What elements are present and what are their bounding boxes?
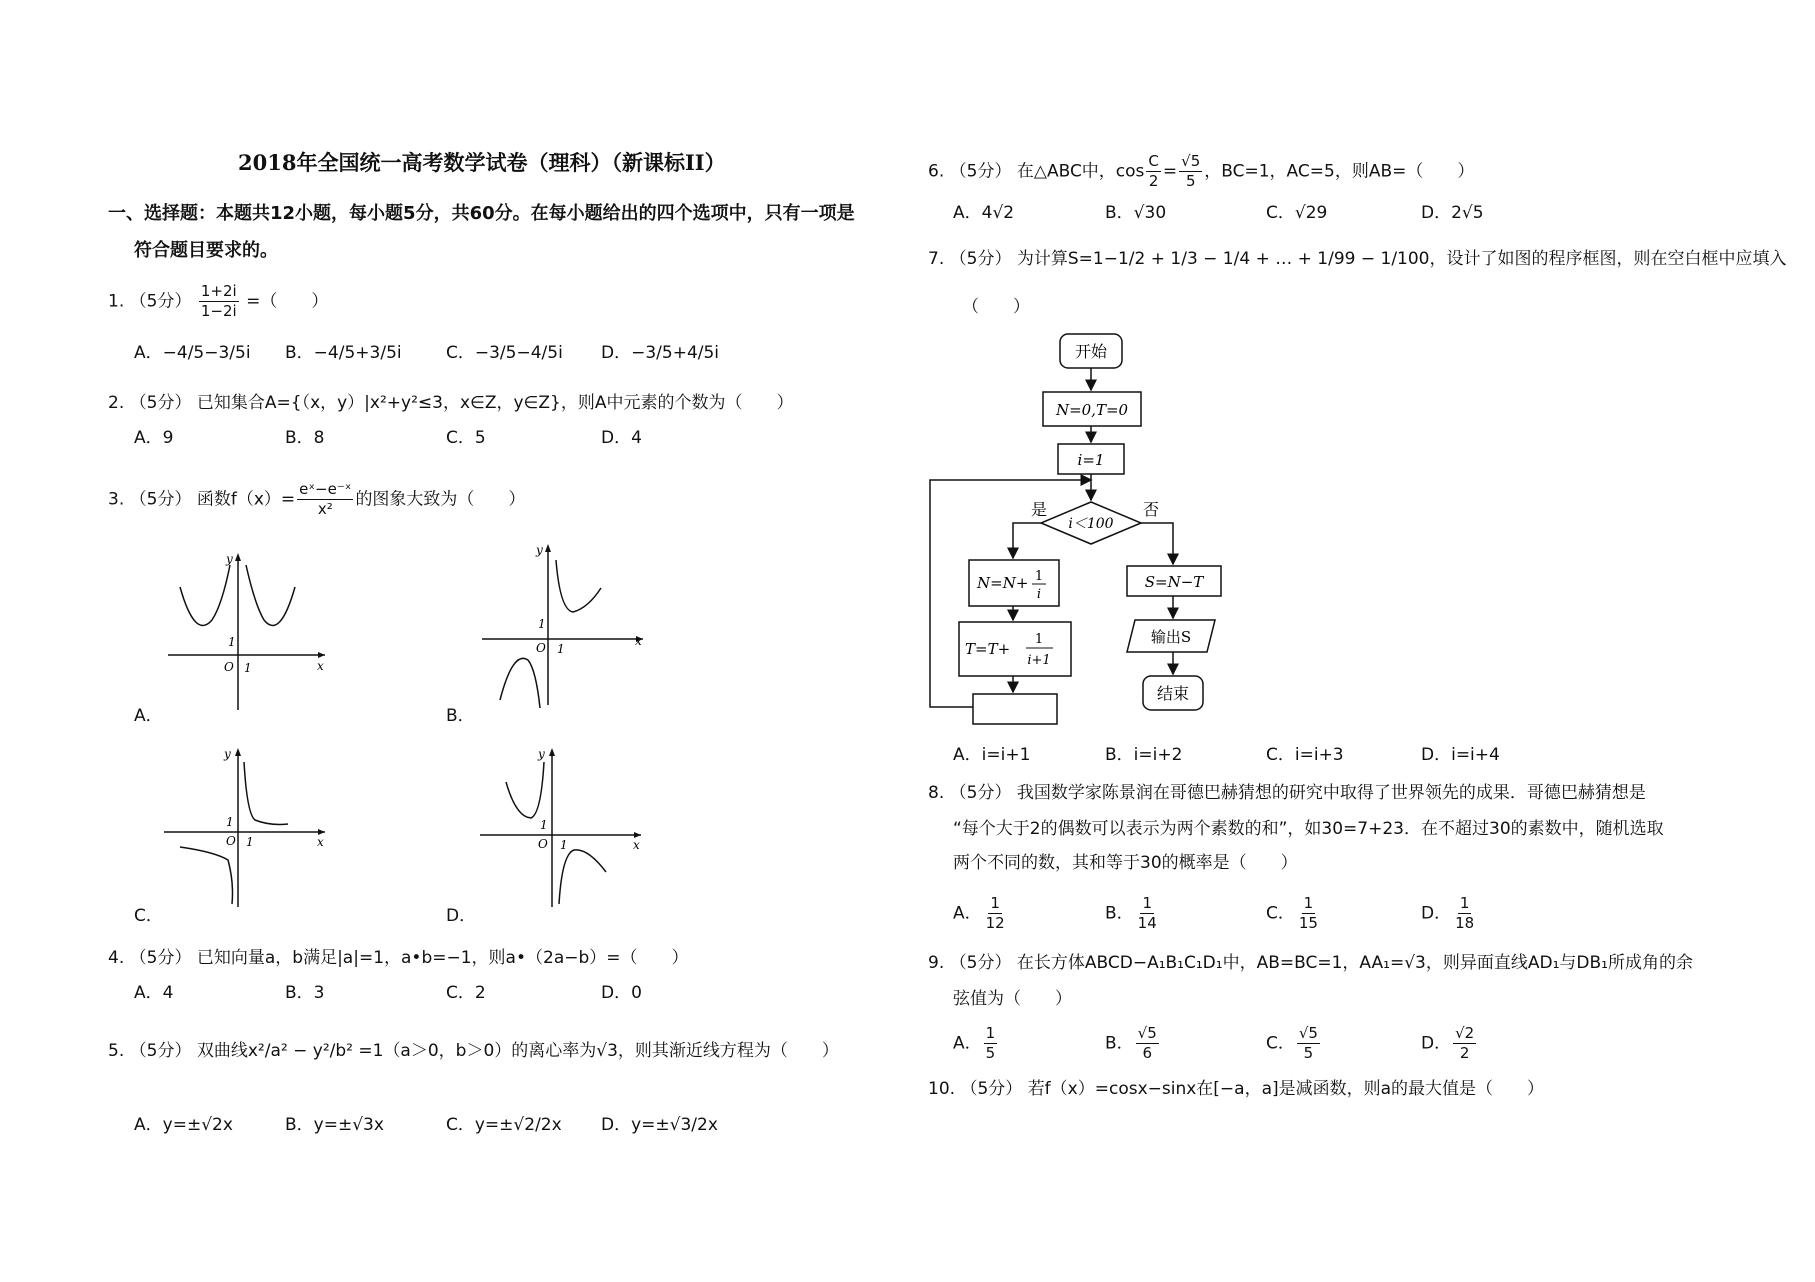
origin-label: O	[226, 834, 236, 848]
flow-stepN-num: 1	[1034, 569, 1044, 584]
question-score: （5分）	[129, 291, 192, 312]
flow-end-label: 结束	[1156, 684, 1190, 703]
question-tail: =（ ）	[246, 291, 329, 312]
tick-label: 1	[226, 815, 234, 829]
flow-output-label: 输出S	[1150, 628, 1192, 646]
option-a[interactable]: A．y=±√2x	[134, 1115, 233, 1135]
axis-label-y: y	[224, 747, 231, 761]
flow-stepT-den: i+1	[1027, 653, 1051, 668]
option-d[interactable]: D．i=i+4	[1421, 745, 1500, 765]
question-text: （a＞0，b＞0）的离心率为√3，则其渐近线方程为（ ）	[383, 1041, 839, 1061]
option-d[interactable]: D．2√5	[1421, 203, 1484, 223]
graph-a	[160, 545, 330, 715]
flow-stepN-den: i	[1036, 587, 1042, 602]
option-c[interactable]: C．−3/5−4/5i	[446, 343, 563, 363]
question-text: 为计算S=1−	[1016, 249, 1118, 269]
question-text: 的图象大致为（ ）	[355, 489, 526, 510]
option-b[interactable]: B．−4/5+3/5i	[285, 343, 402, 363]
axis-label-x: x	[317, 835, 324, 849]
question-4	[108, 947, 689, 969]
option-d[interactable]: D．0	[601, 983, 642, 1003]
question-score: （5分）	[949, 783, 1012, 803]
question-number: 7.	[928, 249, 945, 269]
option-a[interactable]: A．−4/5−3/5i	[134, 343, 251, 363]
question-score: （5分）	[949, 249, 1012, 269]
question-text: 若f（x）=cosx−sinx在[−a，a]是减函数，则a的最大值是（ ）	[1027, 1079, 1545, 1099]
question-number: 4.	[108, 948, 125, 968]
axis-label-x: x	[317, 659, 324, 673]
question-score: （5分）	[949, 161, 1012, 182]
flow-blank-box	[973, 694, 1057, 724]
tick-label: 1	[557, 642, 565, 656]
tick-label: 1	[244, 661, 252, 675]
tick-label: 1	[228, 635, 236, 649]
question-8-line3: 两个不同的数，其和等于30的概率是（ ）	[953, 853, 1298, 873]
question-5	[108, 1040, 839, 1062]
flow-calc-label: S=N−T	[1144, 573, 1204, 591]
flow-condition-label: i＜100	[1068, 516, 1114, 532]
option-b[interactable]: B．	[446, 706, 475, 726]
option-d[interactable]: D．−3/5+4/5i	[601, 343, 720, 363]
flow-yes-label: 是	[1031, 500, 1048, 519]
axis-label-y: y	[226, 552, 233, 566]
option-c[interactable]: C．2	[446, 983, 486, 1003]
option-b[interactable]: B．√30	[1105, 203, 1167, 223]
option-b[interactable]: B． $\frac{1}{14}$	[1105, 894, 1157, 932]
option-b[interactable]: B． $\frac{√5}{6}$	[1105, 1024, 1157, 1062]
option-math: −3/5−4/5i	[474, 343, 563, 363]
option-c[interactable]: C．	[134, 906, 163, 926]
origin-label: O	[224, 660, 234, 674]
option-b[interactable]: B．i=i+2	[1105, 745, 1183, 765]
option-c[interactable]: C． $\frac{√5}{5}$	[1266, 1024, 1318, 1062]
option-d[interactable]: D．4	[601, 428, 642, 448]
option-math: −3/5+4/5i	[631, 343, 720, 363]
option-b[interactable]: B．y=±√3x	[285, 1115, 384, 1135]
question-text: ，设计了如图的程序框图，则在空白框中应填入	[1429, 249, 1787, 269]
section-heading: 一、选择题：本题共12小题，每小题5分，共60分。在每小题给出的四个选项中，只有一项是	[108, 203, 855, 224]
question-text: 我国数学家陈景润在哥德巴赫猜想的研究中取得了世界领先的成果．哥德巴赫猜想是	[1016, 783, 1646, 803]
question-number: 9.	[928, 953, 945, 973]
question-text: 已知集合A={（x，y）|x²+y²≤3，x∈Z，y∈Z}，则A中元素的个数为（ ）	[196, 393, 794, 413]
option-math: −4/5+3/5i	[313, 343, 402, 363]
flow-start-label: 开始	[1074, 342, 1108, 361]
question-number: 3.	[108, 489, 125, 510]
graph-d	[476, 742, 646, 912]
flow-stepT-label: T=T+	[965, 640, 1011, 658]
option-c[interactable]: C． $\frac{1}{15}$	[1266, 894, 1318, 932]
question-score: （5分）	[129, 489, 192, 510]
tick-label: 1	[538, 617, 546, 631]
question-6: 6. （5分） 在△ABC中，cos $\frac{C}{2}$ = $\frac{√5}{5}$ ，BC=1，AC=5，则AB=（ ）	[928, 152, 1475, 190]
option-c[interactable]: C．i=i+3	[1266, 745, 1344, 765]
flow-stepN-label: N=N+	[977, 574, 1029, 592]
tick-label: 1	[560, 838, 568, 852]
axis-label-x: x	[633, 838, 640, 852]
option-math: −4/5−3/5i	[162, 343, 251, 363]
question-2	[108, 392, 793, 414]
question-number: 6.	[928, 161, 945, 182]
question-score: （5分）	[960, 1079, 1023, 1099]
option-c[interactable]: C．5	[446, 428, 486, 448]
tick-label: 1	[246, 835, 254, 849]
question-text: 已知向量a，b满足|a|=1，a•b=−1，则a•（2a−b）=（ ）	[196, 948, 689, 968]
option-c[interactable]: C．y=±√2/2x	[446, 1115, 562, 1135]
series-expression: 1/2 + 1/3 − 1/4 + … + 1/99 − 1/100	[1117, 249, 1430, 269]
option-b[interactable]: B．8	[285, 428, 325, 448]
option-d[interactable]: D．y=±√3/2x	[601, 1115, 718, 1135]
fraction: $\frac{C}{2}$	[1148, 152, 1159, 190]
graph-c	[160, 742, 330, 912]
question-number: 2.	[108, 393, 125, 413]
question-score: （5分）	[129, 393, 192, 413]
question-7-cont: （ ）	[962, 297, 1030, 317]
option-a[interactable]: A．4	[134, 983, 174, 1003]
question-8-line2: “每个大于2的偶数可以表示为两个素数的和”，如30=7+23．在不超过30的素数中，随机选取	[953, 819, 1664, 839]
option-d[interactable]: D． $\frac{1}{18}$	[1421, 894, 1475, 932]
option-b[interactable]: B．3	[285, 983, 325, 1003]
flow-init-label: N=0,T=0	[1055, 401, 1129, 419]
graph-b	[478, 540, 648, 710]
option-d[interactable]: D． $\frac{√2}{2}$	[1421, 1024, 1475, 1062]
question-number: 8.	[928, 783, 945, 803]
flow-stepT-num: 1	[1034, 632, 1044, 647]
question-1	[108, 284, 328, 319]
option-a[interactable]: A． $\frac{1}{12}$	[953, 894, 1005, 932]
question-number: 5.	[108, 1041, 125, 1061]
option-a[interactable]: A．4√2	[953, 203, 1015, 223]
origin-label: O	[538, 837, 548, 851]
axis-label-y: y	[536, 543, 543, 557]
option-a[interactable]: A． $\frac{1}{5}$	[953, 1024, 996, 1062]
fraction: $\frac{1+2i}{1-2i}$	[200, 282, 237, 320]
question-text: 函数f（x）=	[196, 489, 296, 510]
page-title: 2018年全国统一高考数学试卷（理科）（新课标II）	[238, 150, 726, 175]
question-text: 在△ABC中，cos	[1016, 161, 1145, 182]
fraction: $\frac{√5}{5}$	[1181, 152, 1201, 190]
option-a[interactable]: A．9	[134, 428, 174, 448]
question-score: （5分）	[949, 953, 1012, 973]
question-7	[928, 248, 1787, 270]
question-number: 10.	[928, 1079, 956, 1099]
origin-label: O	[536, 641, 546, 655]
question-score: （5分）	[129, 1041, 192, 1061]
fraction: $\frac{\text{eˣ−e⁻ˣ}}{\text{x²}}$	[299, 480, 352, 518]
option-d[interactable]: D．	[446, 906, 477, 926]
question-9	[928, 952, 1693, 974]
axis-label-x: x	[635, 634, 642, 648]
question-score: （5分）	[129, 948, 192, 968]
axis-label-y: y	[538, 747, 545, 761]
equation: x²/a² − y²/b² =1	[247, 1041, 384, 1061]
question-9-line2: 弦值为（ ）	[953, 989, 1072, 1009]
option-a[interactable]: A．	[134, 706, 163, 726]
question-text: ，BC=1，AC=5，则AB=（ ）	[1204, 161, 1475, 182]
question-10	[928, 1078, 1544, 1100]
question-3	[108, 482, 525, 517]
option-a[interactable]: A．i=i+1	[953, 745, 1031, 765]
option-c[interactable]: C．√29	[1266, 203, 1328, 223]
section-heading-cont: 符合题目要求的。	[134, 240, 278, 261]
question-8	[928, 782, 1646, 804]
flowchart	[925, 330, 1245, 725]
question-text: 双曲线	[196, 1041, 248, 1061]
question-number: 1.	[108, 291, 125, 312]
flow-no-label: 否	[1143, 500, 1160, 519]
flow-i-init-label: i=1	[1077, 451, 1105, 469]
tick-label: 1	[540, 818, 548, 832]
question-text: 在长方体ABCD−A₁B₁C₁D₁中，AB=BC=1，AA₁=√3，则异面直线AD₁与DB₁所成角的余	[1016, 953, 1693, 973]
